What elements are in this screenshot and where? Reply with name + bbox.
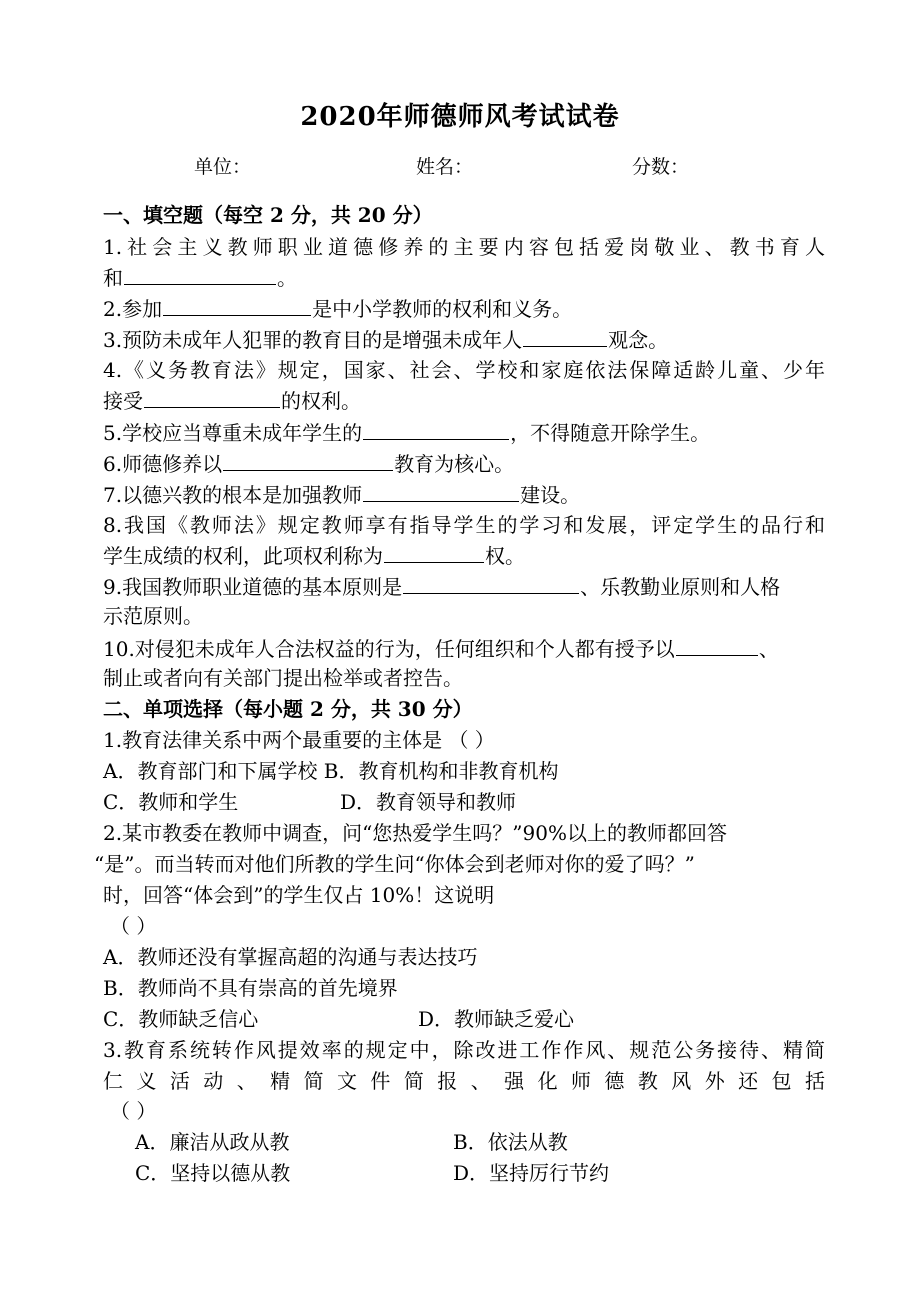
page-title: 2020年师德师风考试试卷 (300, 102, 620, 132)
question-text: 2.参加 (103, 297, 163, 321)
question-8-line-1: 8.我国《教师法》规定教师享有指导学生的学习和发展，评定学生的品行和 (103, 513, 825, 537)
question-text: 接受 (103, 389, 143, 413)
question-3 (103, 324, 825, 355)
choice-2-option-d: D．教师缺乏爱心 (418, 1007, 575, 1031)
answer-blank[interactable] (144, 385, 280, 408)
choice-question-3-line-2: 仁 义 活 动 、 精 简 文 件 简 报 、 强 化 师 德 教 风 外 还 包 括 (103, 1069, 825, 1093)
question-10-line-1 (103, 633, 825, 664)
question-5 (103, 417, 825, 448)
unit-field-label: 单位： (194, 156, 252, 178)
choice-3-option-d: D．坚持厉行节约 (453, 1161, 610, 1185)
choice-1-options-ab: A．教育部门和下属学校 B．教育机构和非教育机构 (103, 759, 559, 783)
choice-question-3-line-3: （ ） (110, 1099, 157, 1123)
choice-2-option-c: C．教师缺乏信心 (103, 1007, 259, 1031)
question-text: 、乐教勤业原则和人格 (580, 575, 781, 599)
answer-blank[interactable] (384, 540, 484, 563)
question-text: 权。 (485, 544, 525, 568)
question-text: 7.以德兴教的根本是加强教师 (103, 483, 363, 507)
question-6 (103, 448, 825, 479)
choice-question-2-line-1: 2.某市教委在教师中调查，问“您热爱学生吗？”90%以上的教师都回答 (103, 821, 727, 845)
question-8-line-2 (103, 540, 825, 571)
question-text: 。 (277, 266, 297, 290)
question-text: 的权利。 (281, 389, 361, 413)
answer-blank[interactable] (363, 479, 519, 502)
question-text: 3.预防未成年人犯罪的教育目的是增强未成年人 (103, 328, 523, 352)
question-1-line-1: 1.社会主义教师职业道德修养的主要内容包括爱岗敬业、教书育人 (103, 235, 825, 259)
question-4-line-2 (103, 385, 825, 416)
choice-question-2-line-3: 时，回答“体会到”的学生仅占 10%！这说明 (103, 883, 495, 907)
choice-question-3-line-1: 3.教育系统转作风提效率的规定中，除改进工作作风、规范公务接待、精简 (103, 1038, 825, 1062)
name-field-label: 姓名： (416, 156, 474, 178)
question-text: 学生成绩的权利，此项权利称为 (103, 544, 383, 568)
choice-question-1: 1.教育法律关系中两个最重要的主体是 （ ） (103, 728, 495, 752)
question-text: 是中小学教师的权利和义务。 (312, 297, 573, 321)
answer-blank[interactable] (676, 633, 758, 656)
question-7 (103, 479, 825, 510)
question-1-line-2 (103, 262, 825, 293)
question-text: 建设。 (520, 483, 581, 507)
answer-blank[interactable] (363, 417, 509, 440)
question-text: 10.对侵犯未成年人合法权益的行为，任何组织和个人都有授予以 (103, 637, 675, 661)
question-text: 9.我国教师职业道德的基本原则是 (103, 575, 403, 599)
choice-3-option-b: B．依法从教 (453, 1130, 568, 1154)
answer-blank[interactable] (163, 293, 311, 316)
question-9-line-2: 示范原则。 (103, 604, 203, 628)
question-2 (103, 293, 825, 324)
choice-1-option-c: C．教师和学生 (103, 790, 239, 814)
question-9-line-1 (103, 571, 825, 602)
question-text: 、 (758, 637, 779, 661)
score-field-label: 分数： (632, 156, 690, 178)
choice-question-2-line-4: （ ） (110, 914, 157, 938)
section-heading-single-choice: 二、单项选择（每小题 2 分，共 30 分） (103, 697, 473, 721)
question-text: 5.学校应当尊重未成年学生的 (103, 421, 363, 445)
choice-3-option-a: A．廉洁从政从教 (135, 1130, 290, 1154)
question-text: 和 (103, 266, 123, 290)
question-4-line-1: 4.《义务教育法》规定，国家、社会、学校和家庭依法保障适龄儿童、少年 (103, 358, 825, 382)
answer-blank[interactable] (124, 262, 276, 285)
question-text: ，不得随意开除学生。 (510, 421, 711, 445)
choice-1-option-d: D．教育领导和教师 (340, 790, 517, 814)
question-text: 观念。 (608, 328, 669, 352)
choice-2-option-a: A．教师还没有掌握高超的沟通与表达技巧 (103, 945, 478, 969)
section-heading-fill-in: 一、填空题（每空 2 分，共 20 分） (103, 203, 433, 227)
answer-blank[interactable] (403, 571, 579, 594)
answer-blank[interactable] (223, 448, 393, 471)
question-text: 教育为核心。 (394, 452, 515, 476)
choice-2-option-b: B．教师尚不具有崇高的首先境界 (103, 976, 398, 1000)
choice-question-2-line-2: “是”。而当转而对他们所教的学生问“你体会到老师对你的爱了吗？” (94, 852, 695, 876)
question-text: 6.师德修养以 (103, 452, 223, 476)
question-10-line-2: 制止或者向有关部门提出检举或者控告。 (103, 666, 463, 690)
choice-3-option-c: C．坚持以德从教 (135, 1161, 291, 1185)
answer-blank[interactable] (523, 324, 607, 347)
